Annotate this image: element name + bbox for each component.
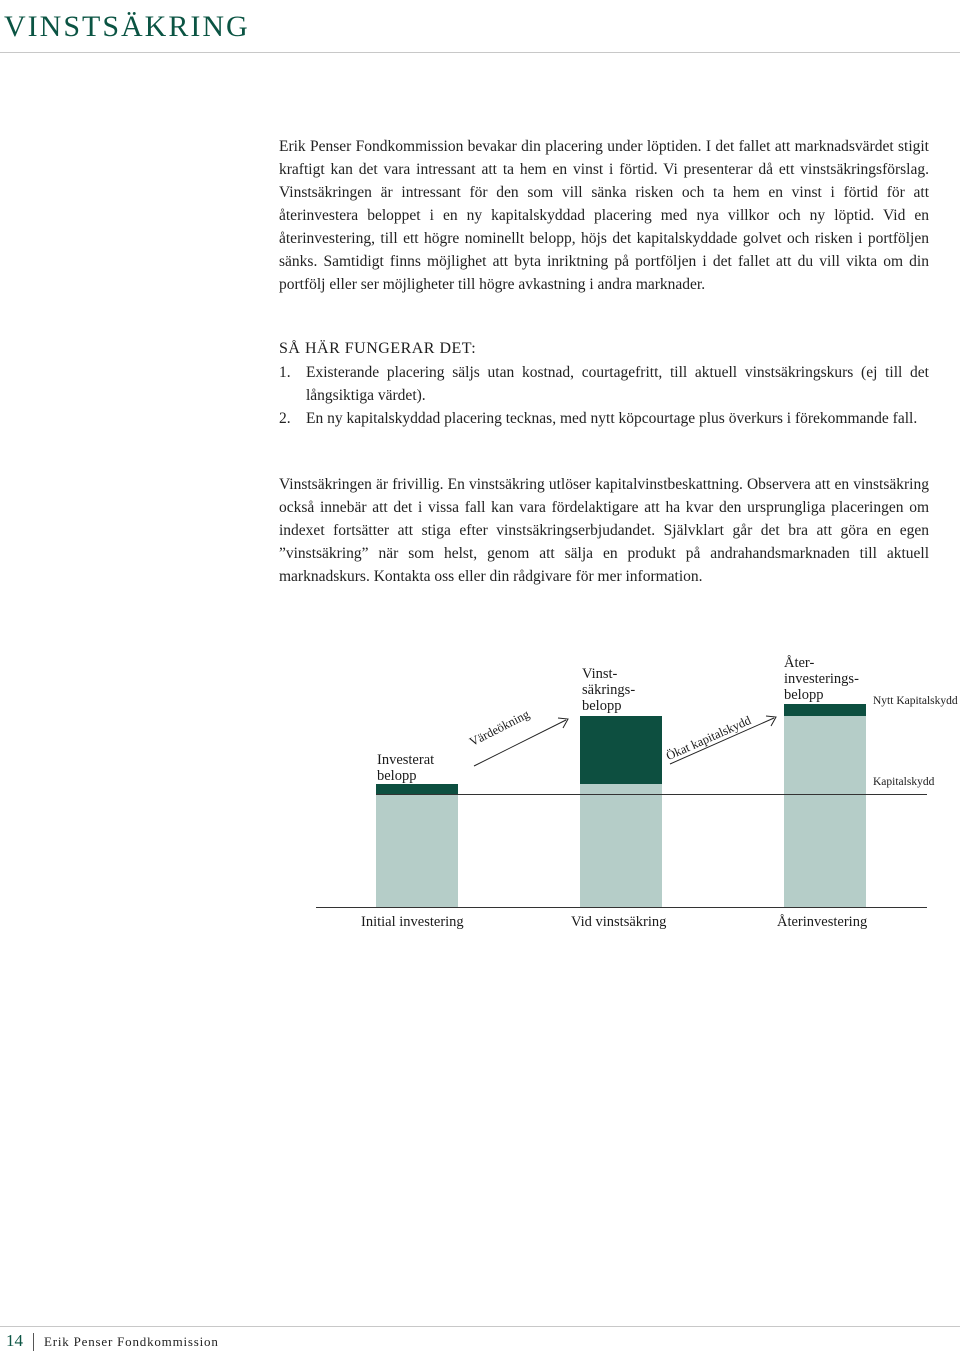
new-protection-label: Nytt Kapitalskydd <box>873 695 958 707</box>
secured-label: Vinst- säkrings- belopp <box>582 666 636 714</box>
step-number: 2. <box>279 410 291 427</box>
increased-protection-label: Ökat kapitalskydd <box>663 713 754 764</box>
closing-paragraph: Vinstsäkringen är frivillig. En vinstsäkring utlöser kapitalvinstbeskattning. Observera att en vinstsäkring också innebär att det i vissa fall kan vara fördelaktigare att ha kvar den ursprungliga placeringen om indexet fortsätter att stiga efter vinstsäkringserbjudandet. Självklart går det bra att göra en egen ”vinstsäkring” när som helst, genom att sälja en produkt på andrahandsmarknaden till aktuell marknadskurs. Kontakta oss eller din rådgivare för mer information. <box>279 476 929 585</box>
step-text: En ny kapitalskyddad placering tecknas, med nytt köpcourtage plus överkurs i förekommande fall. <box>306 410 918 427</box>
reinvestment-diagram <box>0 640 960 950</box>
page-title: VINSTSÄKRING <box>4 10 250 43</box>
stage-label-reinvest: Återinvestering <box>777 914 868 930</box>
page-number: 14 <box>6 1331 23 1350</box>
footer-divider <box>0 1326 960 1327</box>
protection-label: Kapitalskydd <box>873 776 935 788</box>
arrow-graphics <box>0 640 960 950</box>
reinvest-label: Åter- investerings- belopp <box>784 655 859 703</box>
footer-separator <box>33 1333 34 1351</box>
footer-company: Erik Penser Fondkommission <box>44 1334 219 1349</box>
step-text: Existerande placering säljs utan kostnad, courtagefritt, till aktuell vinstsäkringskurs (ej till det långsiktiga värdet). <box>306 364 929 404</box>
step-item <box>279 361 929 407</box>
intro-paragraph: Erik Penser Fondkommission bevakar din placering under löptiden. I det fallet att marknadsvärdet stigit kraftigt kan det vara intressant att ta hem en vinst i förtid. Vi presenterar då ett vinstsäkringsförslag. Vinstsäkringen är intressant för den som vill sänka risken och ta hem en vinst i förtid för att återinvestera beloppet i en ny kapitalskyddad placering med nya villkor och ny löptid. Vid en återinvestering, till ett högre nominellt belopp, höjs det kapitalskyddade golvet och risken i portföljen sänks. Samtidigt finns möjlighet att byta inriktning på portföljen i det fallet att du vill vikta om din portfölj eller ser möjligheter till högre avkastning i andra marknader. <box>279 138 929 293</box>
value-increase-label: Värdeökning <box>467 707 532 750</box>
stage-label-securing: Vid vinstsäkring <box>571 914 667 930</box>
header-divider <box>0 52 960 53</box>
step-item <box>279 407 929 430</box>
invested-label: Investerat belopp <box>377 752 435 784</box>
howto-heading: SÅ HÄR FUNGERAR DET: <box>279 340 477 357</box>
howto-steps <box>279 361 929 430</box>
step-number: 1. <box>279 364 291 381</box>
stage-label-initial: Initial investering <box>361 914 464 930</box>
